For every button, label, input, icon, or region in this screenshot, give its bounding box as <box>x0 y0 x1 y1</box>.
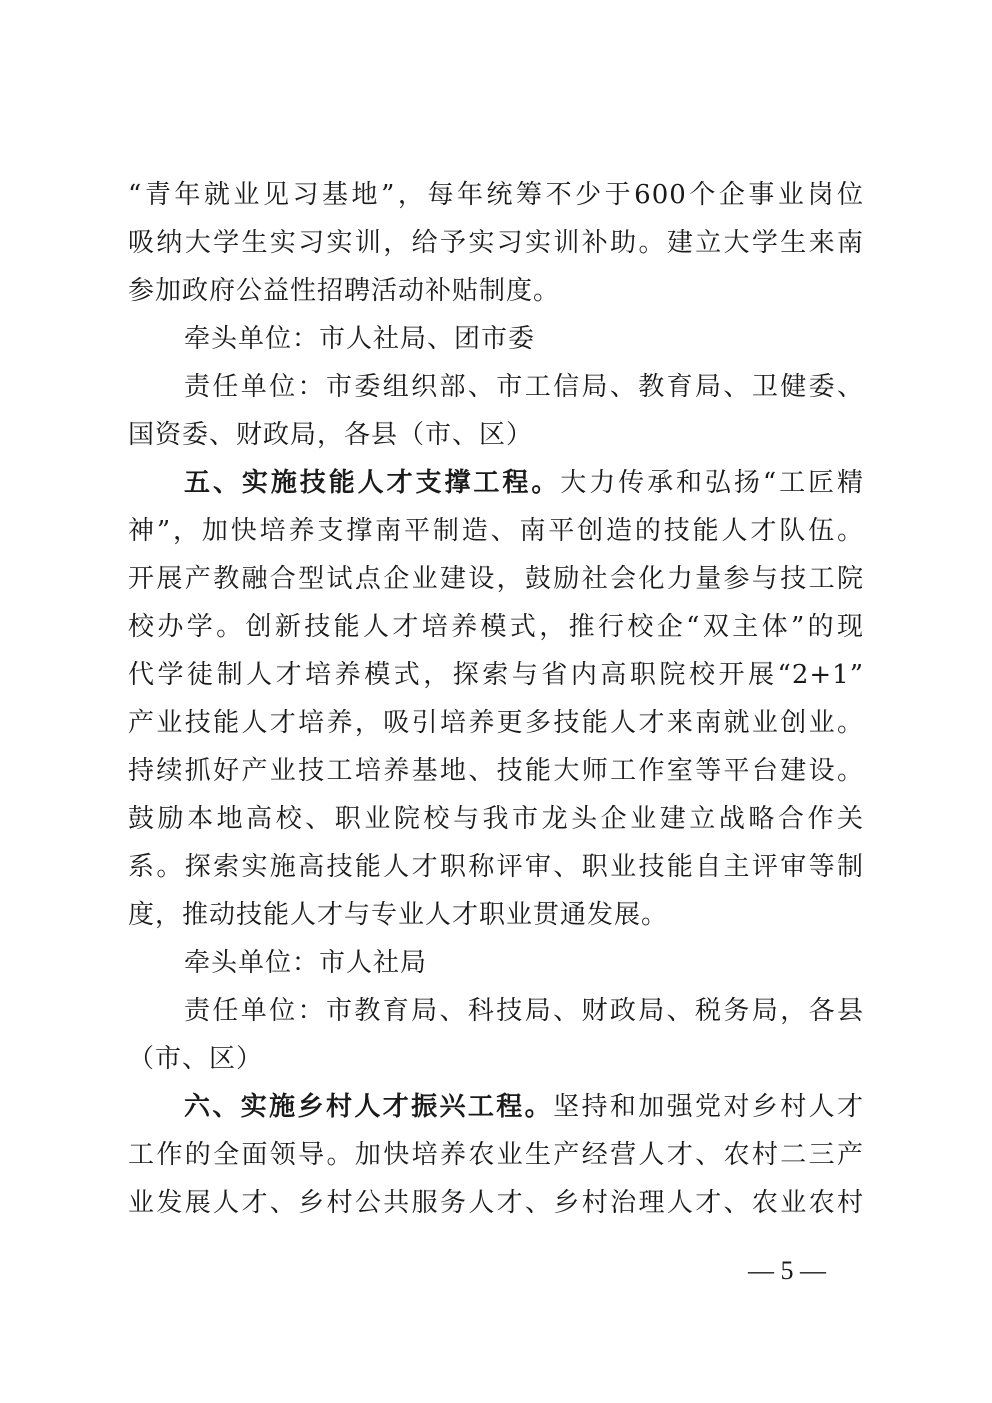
text-line <box>128 171 864 219</box>
line-text: 坚持和加强党对乡村人才 <box>553 1092 864 1122</box>
line-text: 责任单位：市委组织部、市工信局、教育局、卫健委、 <box>184 372 864 402</box>
line-text: 牵头单位：市人社局、团市委 <box>184 324 536 354</box>
line-text: 吸纳大学生实习实训，给予实习实训补助。建立大学生来南 <box>128 228 864 258</box>
section-heading: 六、实施乡村人才振兴工程。 <box>184 1092 554 1122</box>
line-text: 开展产教融合型试点企业建设，鼓励社会化力量参与技工院 <box>128 564 864 594</box>
line-text: 度，推动技能人才与专业人才职业贯通发展。 <box>128 900 669 930</box>
text-line <box>128 219 864 267</box>
line-text: 牵头单位：市人社局 <box>184 948 428 978</box>
line-text: 产业技能人才培养，吸引培养更多技能人才来南就业创业。 <box>128 708 864 738</box>
text-line <box>128 1035 864 1083</box>
text-line <box>128 1083 864 1131</box>
line-text: 大力传承和弘扬“工匠精 <box>560 468 864 498</box>
text-line <box>128 939 864 987</box>
text-line <box>128 795 864 843</box>
text-line <box>128 843 864 891</box>
text-line <box>128 699 864 747</box>
line-text: 鼓励本地高校、职业院校与我市龙头企业建立战略合作关 <box>128 804 864 834</box>
line-text: 工作的全面领导。加快培养农业生产经营人才、农村二三产 <box>128 1140 864 1170</box>
text-line <box>128 363 864 411</box>
section-heading: 五、实施技能人才支撑工程。 <box>184 468 561 498</box>
text-line <box>128 1179 864 1227</box>
text-line <box>128 507 864 555</box>
line-text: 责任单位：市教育局、科技局、财政局、税务局，各县 <box>184 996 864 1026</box>
line-text: “青年就业见习基地”，每年统筹不少于600个企事业岗位 <box>128 180 864 210</box>
line-text: 国资委、财政局，各县（市、区） <box>128 420 534 450</box>
page-number: — 5 — <box>748 1256 826 1285</box>
text-line <box>128 315 864 363</box>
line-text: 业发展人才、乡村公共服务人才、乡村治理人才、农业农村 <box>128 1188 864 1218</box>
text-line <box>128 651 864 699</box>
line-text: 参加政府公益性招聘活动补贴制度。 <box>128 276 561 306</box>
line-text: 持续抓好产业技工培养基地、技能大师工作室等平台建设。 <box>128 756 864 786</box>
text-line <box>128 891 864 939</box>
text-line <box>128 1131 864 1179</box>
line-text: （市、区） <box>128 1044 264 1074</box>
line-text: 神”，加快培养支撑南平制造、南平创造的技能人才队伍。 <box>128 516 864 546</box>
text-line <box>128 459 864 507</box>
line-text: 校办学。创新技能人才培养模式，推行校企“双主体”的现 <box>128 612 864 642</box>
text-line <box>128 987 864 1035</box>
text-line <box>128 411 864 459</box>
text-line <box>128 267 864 315</box>
text-line <box>128 555 864 603</box>
line-text: 代学徒制人才培养模式，探索与省内高职院校开展“2+1” <box>128 660 864 690</box>
body-text <box>128 171 864 1227</box>
text-line <box>128 603 864 651</box>
line-text: 系。探索实施高技能人才职称评审、职业技能自主评审等制 <box>128 852 864 882</box>
text-line <box>128 747 864 795</box>
